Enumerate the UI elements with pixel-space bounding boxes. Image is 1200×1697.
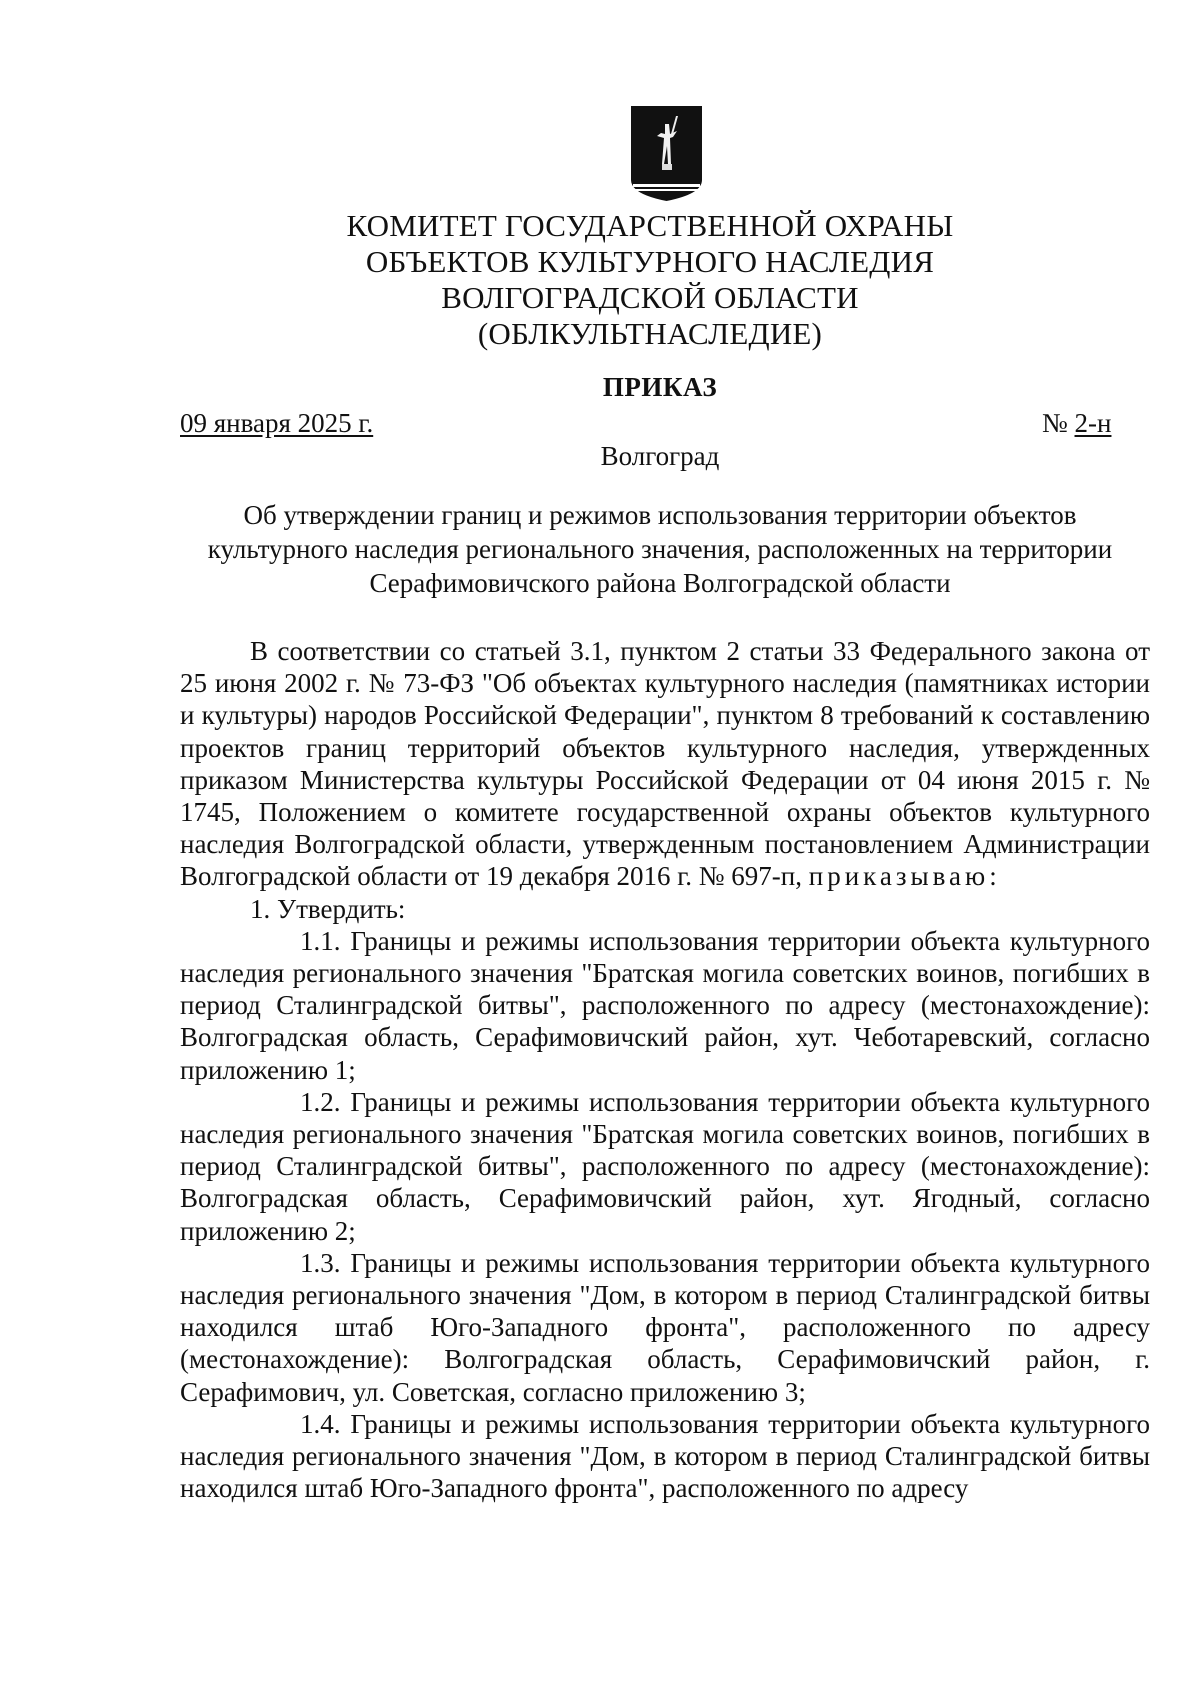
org-line: (ОБЛКУЛЬТНАСЛЕДИЕ)	[477, 316, 823, 351]
item-1: 1. Утвердить:	[250, 893, 406, 924]
org-line: КОМИТЕТ ГОСУДАРСТВЕННОЙ ОХРАНЫ	[346, 208, 954, 243]
order-subject	[160, 498, 1160, 600]
order-number-value: 2-н	[1074, 408, 1112, 438]
organization-name	[250, 208, 1050, 352]
order-number	[1042, 407, 1111, 439]
subject-line: Об утверждении границ и режимов использования территории объектов	[243, 500, 1077, 530]
order-date: 09 января 2025 г.	[180, 408, 374, 438]
item-1-1: 1.1. Границы и режимы использования территории объекта культурного наследия регионального значения "Братская могила советских воинов, погибших в период Сталинградской битвы", расположенного по адресу (местонахождение): Волгоградская область, Серафимовичский район, хут. Чеботаревский, согласно приложению 1;	[180, 925, 1150, 1085]
org-line: ВОЛГОГРАДСКОЙ ОБЛАСТИ	[441, 280, 859, 315]
subject-line: культурного наследия регионального значения, расположенных на территории	[207, 534, 1113, 564]
item-1-4: 1.4. Границы и режимы использования территории объекта культурного наследия регионального значения "Дом, в котором в период Сталинградской битвы находился штаб Юго-Западного фронта", расположенного по адресу	[180, 1408, 1150, 1504]
subject-line: Серафимовичского района Волгоградской области	[369, 568, 951, 598]
preamble-text: В соответствии со статьей 3.1, пунктом 2 статьи 33 Федерального закона от 25 июня 2002 г. № 73-ФЗ "Об объектах культурного наследия (памятниках истории и культуры) народов Российской Федерации", пунктом 8 требований к составлению проектов границ территорий объектов культурного наследия, утвержденных приказом Министерства культуры Российской Федерации от 04 июня 2015 г. № 1745, Положением о комитете государственной охраны объектов культурного наследия Волгоградской области, утвержденным постановлением Администрации Волгоградской области от 19 декабря 2016 г. № 697-п,	[180, 636, 1150, 892]
order-number-prefix: №	[1042, 408, 1075, 438]
preamble-paragraph	[180, 635, 1150, 893]
item-1-2: 1.2. Границы и режимы использования территории объекта культурного наследия регионального значения "Братская могила советских воинов, погибших в период Сталинградской битвы", расположенного по адресу (местонахождение): Волгоградская область, Серафимовичский район, хут. Ягодный, согласно приложению 2;	[180, 1086, 1150, 1246]
order-title: ПРИКАЗ	[602, 372, 718, 402]
coat-of-arms-emblem-icon	[629, 104, 704, 203]
order-body	[180, 635, 1150, 1504]
org-line: ОБЪЕКТОВ КУЛЬТУРНОГО НАСЛЕДИЯ	[365, 244, 935, 279]
item-1-3: 1.3. Границы и режимы использования территории объекта культурного наследия регионального значения "Дом, в котором в период Сталинградской битвы находился штаб Юго-Западного фронта", расположенного по адресу (местонахождение): Волгоградская область, Серафимовичский район, г. Серафимович, ул. Советская, согласно приложению 3;	[180, 1247, 1150, 1407]
order-city: Волгоград	[600, 441, 720, 471]
order-word: приказываю:	[808, 861, 1001, 892]
